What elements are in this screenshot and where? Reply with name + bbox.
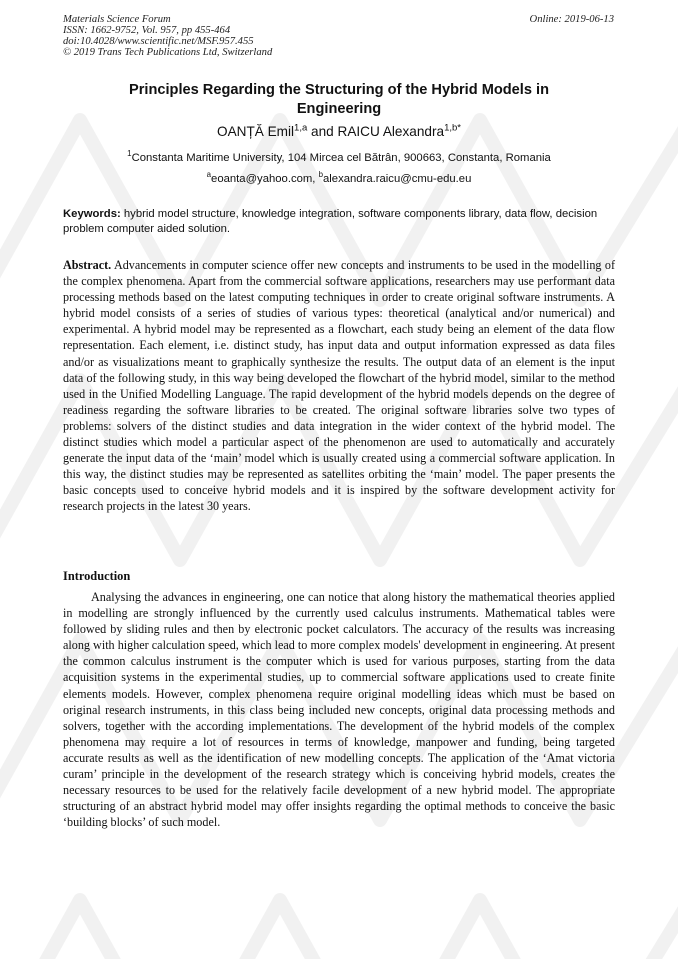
affiliation bbox=[60, 149, 618, 164]
abstract-text: Advancements in computer science offer new concepts and instruments to be used in the modelling of the complex phenomena. Apart from the commercial software applications, researchers may use performant data processing methods based on the latest computing techniques in order to create original software instruments. A hybrid model consists of a series of studies of various types: theoretical (analytical and/or numerical) and experimental. A hybrid model may be represented as a flowchart, each study being an element of the data flow representation. Each element, i.e. distinct study, has input data and output information expressed as data files and/or as visualizations meant to graphically synthesize the results. The output data of an element is the input data of the following study, in this way being developed the flowchart of the hybrid model, similar to the method used in the Unified Modelling Language. The rapid development of the hybrid models depends on the degree of readiness regarding the software libraries to be created. The original software libraries solve two types of problems: solvers of the distinct studies and data integration in the wider context of the hybrid model. The distinct studies which model a particular aspect of the phenomenon are used to automatically and accurately generate the input data of the ‘main’ model which is usually created using a commercial software application. In this way, the distinct studies may be represented as satellites orbiting the ‘main’ model. The paper presents the basic concepts used to conceive hybrid models and it is inspired by the software development activity for research projects in the latest 30 years. bbox=[63, 258, 615, 514]
author-line bbox=[60, 124, 618, 139]
author-1-superscript: 1,a bbox=[294, 122, 308, 134]
keywords-text: hybrid model structure, knowledge integration, software components library, data flow, decision problem computer aided solution. bbox=[63, 208, 598, 235]
journal-header bbox=[63, 14, 272, 58]
introduction-heading: Introduction bbox=[63, 569, 131, 583]
keywords-label: Keywords: bbox=[63, 208, 121, 220]
journal-issn: ISSN: 1662-9752, Vol. 957, pp 455-464 bbox=[63, 25, 231, 36]
affiliation-text: Constanta Maritime University, 104 Mircea cel Bătrân, 900663, Constanta, Romania bbox=[131, 152, 551, 164]
author-2-superscript: 1,b* bbox=[444, 122, 461, 134]
abstract-block bbox=[63, 257, 615, 515]
author-separator: and bbox=[307, 124, 338, 139]
email-a-superscript: a bbox=[206, 170, 212, 180]
paper-title: Principles Regarding the Structuring of the Hybrid Models in Engineering bbox=[128, 82, 549, 117]
author-emails bbox=[60, 170, 618, 185]
email-b-superscript: b bbox=[318, 170, 323, 180]
abstract-label: Abstract. bbox=[63, 258, 112, 272]
online-date: Online: 2019-06-13 bbox=[529, 14, 614, 25]
journal-name: Materials Science Forum bbox=[63, 14, 171, 25]
email-a: eoanta@yahoo.com, bbox=[211, 173, 319, 185]
author-1: OANȚĂ Emil bbox=[217, 124, 295, 139]
journal-copyright: © 2019 Trans Tech Publications Ltd, Switzerland bbox=[63, 47, 273, 58]
author-2: RAICU Alexandra bbox=[337, 124, 445, 139]
email-b: alexandra.raicu@cmu-edu.eu bbox=[323, 173, 472, 185]
journal-doi: doi:10.4028/www.scientific.net/MSF.957.455 bbox=[63, 36, 254, 47]
affiliation-superscript: 1 bbox=[127, 149, 132, 159]
keywords-block bbox=[63, 207, 615, 237]
introduction-text: Analysing the advances in engineering, one can notice that along history the mathematical theories applied in modelling are strongly influenced by the currently used calculus instruments. Mathematical tables were followed by sliding rules and then by electronic pocket calculators. The accuracy of the results was increasing along with higher calculation speed, which lead to more complex models' development in engineering. At present the common calculus instrument is the computer which is used for various purposes, starting from the data acquisition systems in the experimental studies, up to commercial software applications used to create finite elements models. However, complex phenomena require original modelling ideas which must be based on original research instruments, in this class being included new concepts, original data processing methods and solvers, together with the according implementations. The development of the hybrid models of the complex phenomena may require a lot of resources in terms of knowledge, manpower and funding, being targeted accurate results as well as the identification of new modelling concepts. The application of the ‘Amat victoria curam’ principle in the development of the research strategy which is conceiving hybrid models, creates the necessary resources to be used for the relatively facile development of a new hybrid model. The appropriate structuring of an abstract hybrid model may offer insights regarding the optimal methods to conceive the basic ‘building blocks’ of such model. bbox=[63, 590, 615, 830]
